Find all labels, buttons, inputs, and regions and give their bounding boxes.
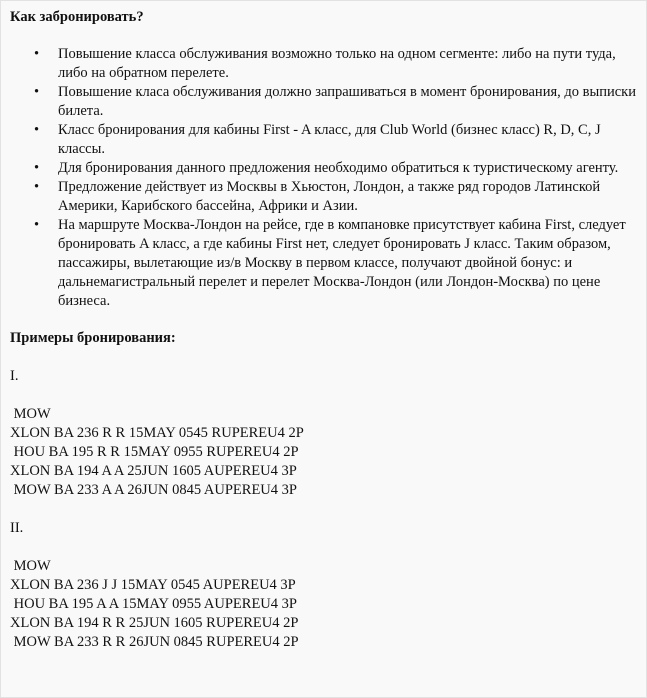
booking-line: XLON BA 194 A A 25JUN 1605 AUPEREU4 3P — [10, 463, 297, 479]
examples-heading: Примеры бронирования: — [10, 330, 176, 346]
list-item — [34, 216, 646, 311]
list-item — [34, 45, 646, 83]
bullet-icon: • — [34, 179, 40, 195]
booking-line: XLON BA 194 R R 25JUN 1605 RUPEREU4 2P — [10, 615, 299, 631]
booking-line: MOW — [10, 406, 51, 422]
list-item-text: Повышение класса обслуживания возможно только на одном сегменте: либо на пути туда, либо на обратном перелете. — [58, 46, 616, 81]
bullet-icon: • — [34, 217, 40, 233]
example-label-1: I. — [10, 368, 19, 384]
bullet-icon: • — [34, 46, 40, 62]
conditions-list — [10, 45, 646, 311]
list-item — [34, 159, 646, 178]
booking-line: MOW BA 233 R R 26JUN 0845 RUPEREU4 2P — [10, 634, 299, 650]
bullet-icon: • — [34, 122, 40, 138]
booking-line: MOW BA 233 A A 26JUN 0845 AUPEREU4 3P — [10, 482, 297, 498]
list-item-text: На маршруте Москва-Лондон на рейсе, где в компановке присутствует кабина First, следует бронировать A класс, а где кабины First нет, следует бронировать J класс. Таким образом, пассажиры, вылетающие из/в Москву в первом классе, получают двойной бонус: и дальнемагистральный перелет и перелет Москва-Лондон (или Лондон-Москва) по цене бизнеса. — [58, 217, 626, 309]
example-booking-1 — [10, 405, 646, 500]
bullet-icon: • — [34, 84, 40, 100]
list-item-text: Предложение действует из Москвы в Хьюстон, Лондон, а также ряд городов Латинской Америки, Карибского бассейна, Африки и Азии. — [58, 179, 601, 214]
booking-line: XLON BA 236 J J 15MAY 0545 AUPEREU4 3P — [10, 577, 296, 593]
booking-line: MOW — [10, 558, 51, 574]
list-item — [34, 178, 646, 216]
booking-line: HOU BA 195 A A 15MAY 0955 AUPEREU4 3P — [10, 596, 297, 612]
booking-line: XLON BA 236 R R 15MAY 0545 RUPEREU4 2P — [10, 425, 304, 441]
example-booking-2 — [10, 557, 646, 652]
bullet-icon: • — [34, 160, 40, 176]
list-item-text: Класс бронирования для кабины First - A класс, для Club World (бизнес класс) R, D, C, J классы. — [58, 122, 601, 157]
booking-heading: Как забронировать? — [10, 9, 144, 25]
list-item-text: Повышение класа обслуживания должно запрашиваться в момент бронирования, до выписки билета. — [58, 84, 636, 119]
list-item — [34, 121, 646, 159]
list-item — [34, 83, 646, 121]
example-label-2: II. — [10, 520, 24, 536]
list-item-text: Для бронирования данного предложения необходимо обратиться к туристическому агенту. — [58, 160, 619, 176]
booking-line: HOU BA 195 R R 15MAY 0955 RUPEREU4 2P — [10, 444, 299, 460]
